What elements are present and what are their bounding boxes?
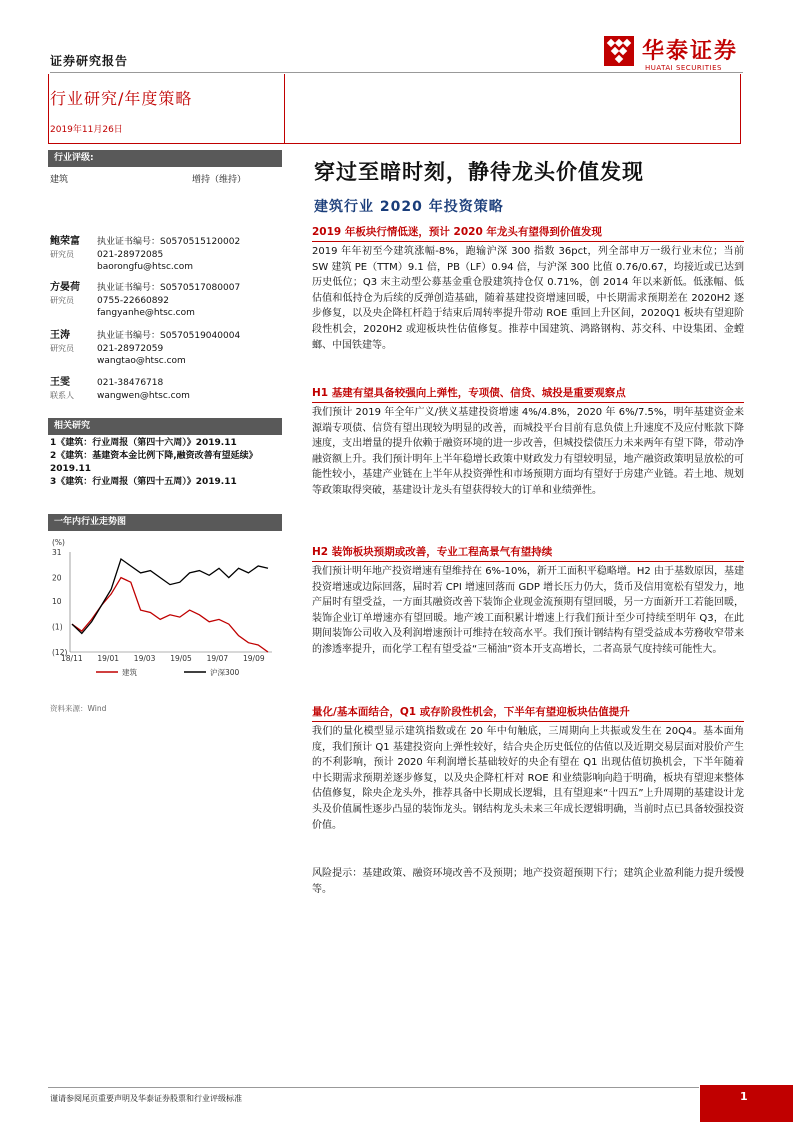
y-tick-label: (12) bbox=[52, 648, 68, 657]
x-tick-label: 19/09 bbox=[243, 654, 265, 663]
summary-section bbox=[312, 225, 744, 353]
footer-divider bbox=[48, 1087, 699, 1088]
header-divider bbox=[50, 72, 743, 73]
analyst-role: 研究员 bbox=[50, 343, 74, 353]
analyst-name: 方晏荷 bbox=[50, 282, 80, 293]
logo-english-name: HUATAI SECURITIES bbox=[645, 64, 722, 72]
legend-label: 建筑 bbox=[122, 668, 137, 677]
rating-value: 增持（维持） bbox=[192, 175, 247, 185]
report-type: 行业研究/年度策略 bbox=[50, 89, 193, 108]
report-title: 穿过至暗时刻，静待龙头价值发现 bbox=[314, 160, 644, 184]
analyst-role: 研究员 bbox=[50, 249, 74, 259]
analyst-phone: 021-38476718 bbox=[97, 378, 164, 388]
analyst-role: 联系人 bbox=[50, 390, 74, 400]
analyst-block bbox=[50, 236, 285, 274]
related-research-item[interactable]: 1《建筑：行业周报（第四十六周）》2019.11 bbox=[50, 438, 237, 448]
trend-chart-header: 一年内行业走势图 bbox=[48, 514, 282, 531]
summary-section bbox=[312, 386, 744, 499]
analyst-cert-label: 执业证书编号： bbox=[97, 331, 161, 341]
section-heading: H2 装饰板块预期或改善，专业工程高景气有望持续 bbox=[312, 545, 744, 562]
summary-section bbox=[312, 705, 744, 833]
title-frame-divider bbox=[284, 74, 743, 144]
y-tick-label: (1) bbox=[52, 622, 63, 632]
report-date: 2019年11月26日 bbox=[50, 125, 123, 135]
analyst-email[interactable]: baorongfu@htsc.com bbox=[97, 262, 193, 272]
analyst-name: 王涛 bbox=[50, 330, 70, 341]
huatai-logo-icon bbox=[604, 36, 634, 66]
analyst-role: 研究员 bbox=[50, 295, 74, 305]
analyst-name: 鲍荣富 bbox=[50, 236, 80, 247]
section-heading: 量化/基本面结合，Q1 或存阶段性机会，下半年有望迎板块估值提升 bbox=[312, 705, 744, 722]
legend-label: 沪深300 bbox=[210, 668, 240, 677]
y-tick-label: 10 bbox=[52, 596, 62, 606]
related-research-header: 相关研究 bbox=[48, 418, 282, 435]
section-body: 2019 年年初至今建筑涨幅-8%，跑输沪深 300 指数 36pct，列全部申万一级行业末位；当前 SW 建筑 PE（TTM）9.1 倍，PB（LF）0.94 倍，与沪深 300 比值 0.76/0.67，均接近或已达到历史低位；Q3 末主动型公募基金重仓股建筑持仓仅 0.71%，创 2014 年以来新低。低涨幅、低估值和低持仓为后续的反弹创造基础，随着基建投资增速回暖，中长期需求预期差在 2020H2 逐步修复，以及央企降杠杆趋于结束后周转率提升带动 ROE 重回上升区间，2020Q1 板块有望迎阶段性机会，2020H2 或迎板块性估值修复。推荐中国建筑、鸿路钢构、苏交科、中设集团、金螳螂、中国铁建等。 bbox=[312, 246, 744, 351]
trend-line-chart bbox=[48, 534, 282, 694]
analyst-phone: 021-28972085 bbox=[97, 249, 164, 260]
section-heading: H1 基建有望具备较强向上弹性，专项债、信贷、城投是重要观察点 bbox=[312, 386, 744, 403]
chart-source: 资料来源：Wind bbox=[50, 704, 107, 713]
analyst-email[interactable]: fangyanhe@htsc.com bbox=[97, 308, 195, 318]
analyst-phone: 021-28972059 bbox=[97, 343, 164, 354]
analyst-cert-label: 执业证书编号： bbox=[97, 283, 161, 293]
analyst-email[interactable]: wangtao@htsc.com bbox=[97, 356, 186, 366]
rating-header: 行业评级: bbox=[48, 150, 282, 167]
related-research-item[interactable]: 2《建筑：基建资本金比例下降,融资改善有望延续》2019.11 bbox=[50, 451, 258, 474]
y-tick-label: 20 bbox=[52, 573, 62, 583]
y-tick-label: 31 bbox=[52, 548, 62, 557]
analyst-block bbox=[50, 330, 285, 368]
section-body: 我们预计 2019 年全年广义/狭义基建投资增速 4%/4.8%，2020 年 6%/7.5%，明年基建资金来源端专项债、信贷有望出现较为明显的改善，而城投平台目前有息负债上升速度不及应付账款下降速度，支出增量的提升依赖于融资环境的进一步改善，但城投偿债压力未来两年有望下降，带动净融资额上升。我们预计明年上半年稳增长政策中财政发力有望较明显，地产融资政策明显放松的可能性较小，基建产业链在上半年从投资弹性和市场预期方面均有望好于房建产业链。若土地、规划等政策取得突破，基建设计龙头有望获得较大的订单和业绩弹性。 bbox=[312, 407, 744, 496]
series-line bbox=[72, 578, 268, 652]
report-subtitle: 建筑行业 2020 年投资策略 bbox=[314, 199, 504, 215]
x-tick-label: 19/01 bbox=[97, 654, 120, 663]
x-tick-label: 19/05 bbox=[170, 654, 192, 663]
risk-warning: 风险提示：基建政策、融资环境改善不及预期；地产投资超预期下行；建筑企业盈利能力提升缓慢等。 bbox=[312, 868, 744, 895]
rating-industry: 建筑 bbox=[50, 175, 69, 185]
analyst-block bbox=[50, 282, 285, 320]
related-research-list bbox=[50, 437, 285, 489]
analyst-cert: S0570519040004 bbox=[160, 331, 241, 341]
logo-chinese-name: 华泰证券 bbox=[642, 39, 739, 64]
x-tick-label: 19/07 bbox=[206, 654, 229, 663]
section-heading: 2019 年板块行情低迷，预计 2020 年龙头有望得到价值发现 bbox=[312, 225, 744, 242]
x-tick-label: 18/11 bbox=[61, 654, 83, 663]
footer-disclaimer: 谨请参阅尾页重要声明及华泰证券股票和行业评级标准 bbox=[50, 1094, 242, 1103]
analyst-email[interactable]: wangwen@htsc.com bbox=[97, 390, 190, 401]
analyst-cert: S0570517080007 bbox=[160, 283, 241, 293]
analyst-phone: 0755-22660892 bbox=[97, 295, 169, 306]
report-category: 证券研究报告 bbox=[50, 54, 129, 68]
related-research-item[interactable]: 3《建筑：行业周报（第四十五周）》2019.11 bbox=[50, 477, 237, 487]
analyst-name: 王雯 bbox=[50, 377, 70, 388]
analyst-cert: S0570515120002 bbox=[160, 237, 241, 247]
section-body: 我们的量化模型显示建筑指数或在 20 年中旬触底，三周期向上共振或发生在 20Q4。基本面角度，我们预计 Q1 基建投资向上弹性较好，结合央企历史低位的估值以及近期交易层面对股价产生的不利影响，预计 2020 年利润增长基础较好的央企有望在 Q1 出现估值切换机会，下半年随着中长期需求预期差逐步修复，以及央企降杠杆对 ROE 和业绩影响向趋于明确，板块有望迎来整体估值修复，除央企龙头外，推荐具备中长期成长逻辑，且有望迎来“十四五”上升周期的基建设计龙头及价值属性逐步凸显的装饰龙头。钢结构龙头未来三年成长逻辑明确，当前时点已具备较强投资价值。 bbox=[312, 726, 744, 831]
x-tick-label: 19/03 bbox=[133, 654, 156, 663]
summary-section bbox=[312, 545, 744, 658]
analyst-block bbox=[50, 377, 285, 402]
section-body: 我们预计明年地产投资增速有望维持在 6%-10%，新开工面积平稳略增。H2 由于基数原因，基建投资增速或边际回落，届时若 CPI 增速回落而 GDP 增长压力仍大，货币及信用宽松有望发力，地产届时有望受益，一方面其融资改善下装饰企业现金流预期有望回暖，另一方面新开工若能回暖，装饰企业订单增速亦有望回暖。地产竣工面积累计增速上行我们预计至少可持续至明年 Q3，在此期间装饰公司收入及利润增速预计可维持在较高水平。我们预计钢结构有望受益成本劳務收窄带来的渗透率提升，而化学工程有望受益“三桶油”资本开支高增长，二者高景气度持续可能性大。 bbox=[312, 566, 744, 655]
y-axis-unit: (%) bbox=[52, 538, 65, 547]
page-number: 1 bbox=[700, 1085, 793, 1122]
analyst-cert-label: 执业证书编号： bbox=[97, 237, 161, 247]
series-line bbox=[72, 559, 268, 633]
